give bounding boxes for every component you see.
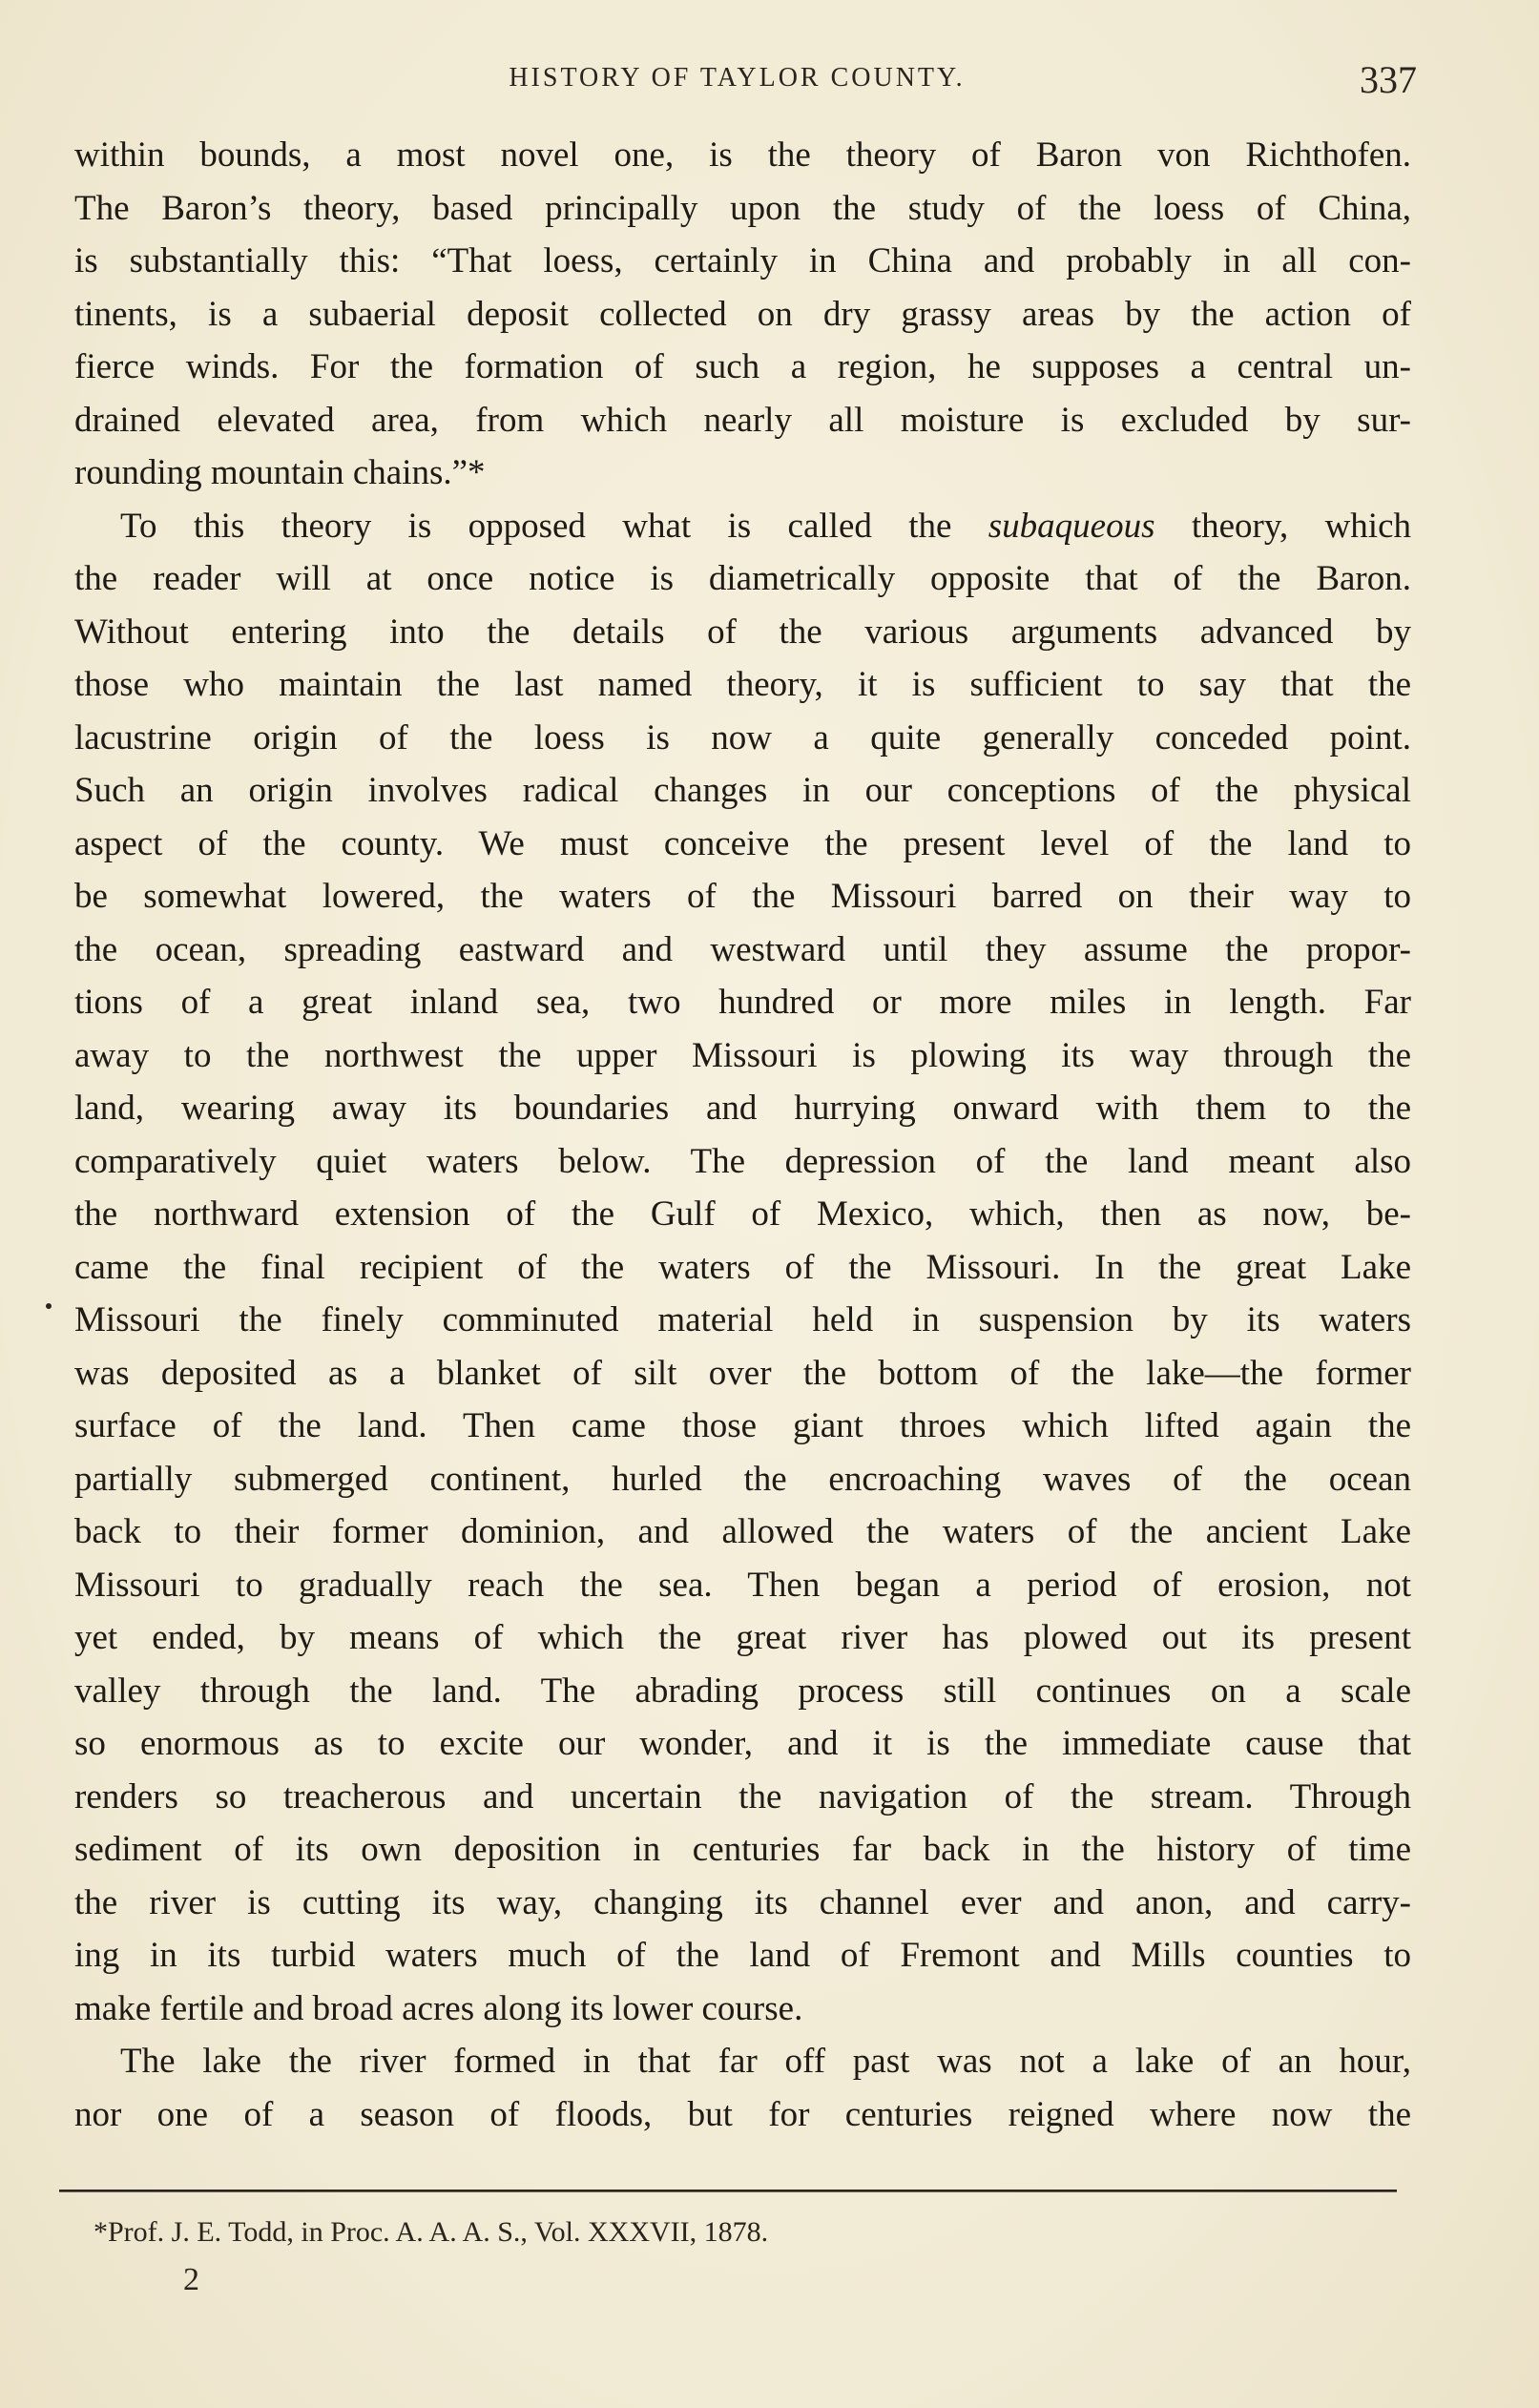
text-line: Without entering into the details of the various arguments advanced by (74, 612, 1411, 652)
text-line: The Baron’s theory, based principally upon the study of the loess of China, (74, 188, 1411, 228)
footnote-rule (59, 2190, 1397, 2192)
margin-mark (46, 1303, 52, 1309)
text-line: The lake the river formed in that far off past was not a lake of an hour, (120, 2042, 1411, 2081)
text-line: the ocean, spreading eastward and westward until they assume the propor- (74, 929, 1411, 969)
text-line: tions of a great inland sea, two hundred or more miles in length. Far (74, 983, 1411, 1022)
text-line: Missouri to gradually reach the sea. Then began a period of erosion, not (74, 1565, 1411, 1605)
text-line: Missouri the finely comminuted material held in suspension by its waters (74, 1300, 1411, 1339)
text-line: renders so treacherous and uncertain the navigation of the stream. Through (74, 1776, 1411, 1816)
paragraph-2 (74, 500, 1411, 2036)
text-line: ing in its turbid waters much of the land of Fremont and Mills counties to (74, 1936, 1411, 1975)
text-line: lacustrine origin of the loess is now a quite generally conceded point. (74, 717, 1411, 758)
running-head: HISTORY OF TAYLOR COUNTY. (509, 63, 966, 93)
text-line: fierce winds. For the formation of such a region, he supposes a central un- (74, 347, 1411, 386)
body-text (74, 129, 1411, 2141)
text-line: aspect of the county. We must conceive the present level of the land to (74, 823, 1411, 863)
text-line: the reader will at once notice is diametrically opposite that of the Baron. (74, 559, 1411, 598)
paragraph-1 (74, 129, 1411, 500)
text-line: yet ended, by means of which the great river has plowed out its present (74, 1618, 1411, 1657)
text-line: the river is cutting its way, changing its channel ever and anon, and carry- (74, 1882, 1411, 1922)
text-line: within bounds, a most novel one, is the theory of Baron von Richthofen. (74, 135, 1411, 175)
text-line: be somewhat lowered, the waters of the Missouri barred on their way to (74, 877, 1411, 916)
text-line: back to their former dominion, and allowed the waters of the ancient Lake (74, 1512, 1411, 1551)
text-line: the northward extension of the Gulf of Mexico, which, then as now, be- (74, 1194, 1411, 1234)
emphasis: subaqueous (988, 506, 1155, 546)
paragraph-3 (74, 2035, 1411, 2141)
text-line: sediment of its own deposition in centuries far back in the history of time (74, 1830, 1411, 1869)
text-line: Such an origin involves radical changes in our conceptions of the physical (74, 771, 1411, 810)
text-line: nor one of a season of floods, but for centuries reigned where now the (74, 2094, 1411, 2134)
page-number: 337 (1360, 58, 1417, 101)
text-line: those who maintain the last named theory, it is sufficient to say that the (74, 665, 1411, 704)
signature-mark: 2 (183, 2262, 199, 2297)
page-header (57, 57, 1417, 103)
text-line: valley through the land. The abrading process still continues on a scale (74, 1671, 1411, 1711)
text-line: away to the northwest the upper Missouri is plowing its way through the (74, 1035, 1411, 1075)
text-line: came the final recipient of the waters of the Missouri. In the great Lake (74, 1247, 1411, 1287)
text-line: comparatively quiet waters below. The depression of the land meant also (74, 1141, 1411, 1181)
text-line: surface of the land. Then came those giant throes which lifted again the (74, 1406, 1411, 1445)
text-line: drained elevated area, from which nearly all moisture is excluded by sur- (74, 400, 1411, 440)
text-line: so enormous as to excite our wonder, and it is the immediate cause that (74, 1724, 1411, 1763)
text-line: land, wearing away its boundaries and hurrying onward with them to the (74, 1089, 1411, 1128)
footnote: *Prof. J. E. Todd, in Proc. A. A. A. S., Vol. XXXVII, 1878. (94, 2216, 769, 2248)
text-line: partially submerged continent, hurled the encroaching waves of the ocean (74, 1459, 1411, 1499)
text-line: To this theory is opposed what is called the subaqueous theory, which (120, 506, 1411, 546)
text-line: was deposited as a blanket of silt over the bottom of the lake—the former (74, 1353, 1411, 1393)
text-line: make fertile and broad acres along its lower course. (74, 1988, 803, 2028)
text-line: is substantially this: “That loess, certainly in China and probably in all con- (74, 241, 1411, 280)
text-line: rounding mountain chains.”* (74, 453, 486, 492)
text-line: tinents, is a subaerial deposit collected on dry grassy areas by the action of (74, 294, 1411, 334)
